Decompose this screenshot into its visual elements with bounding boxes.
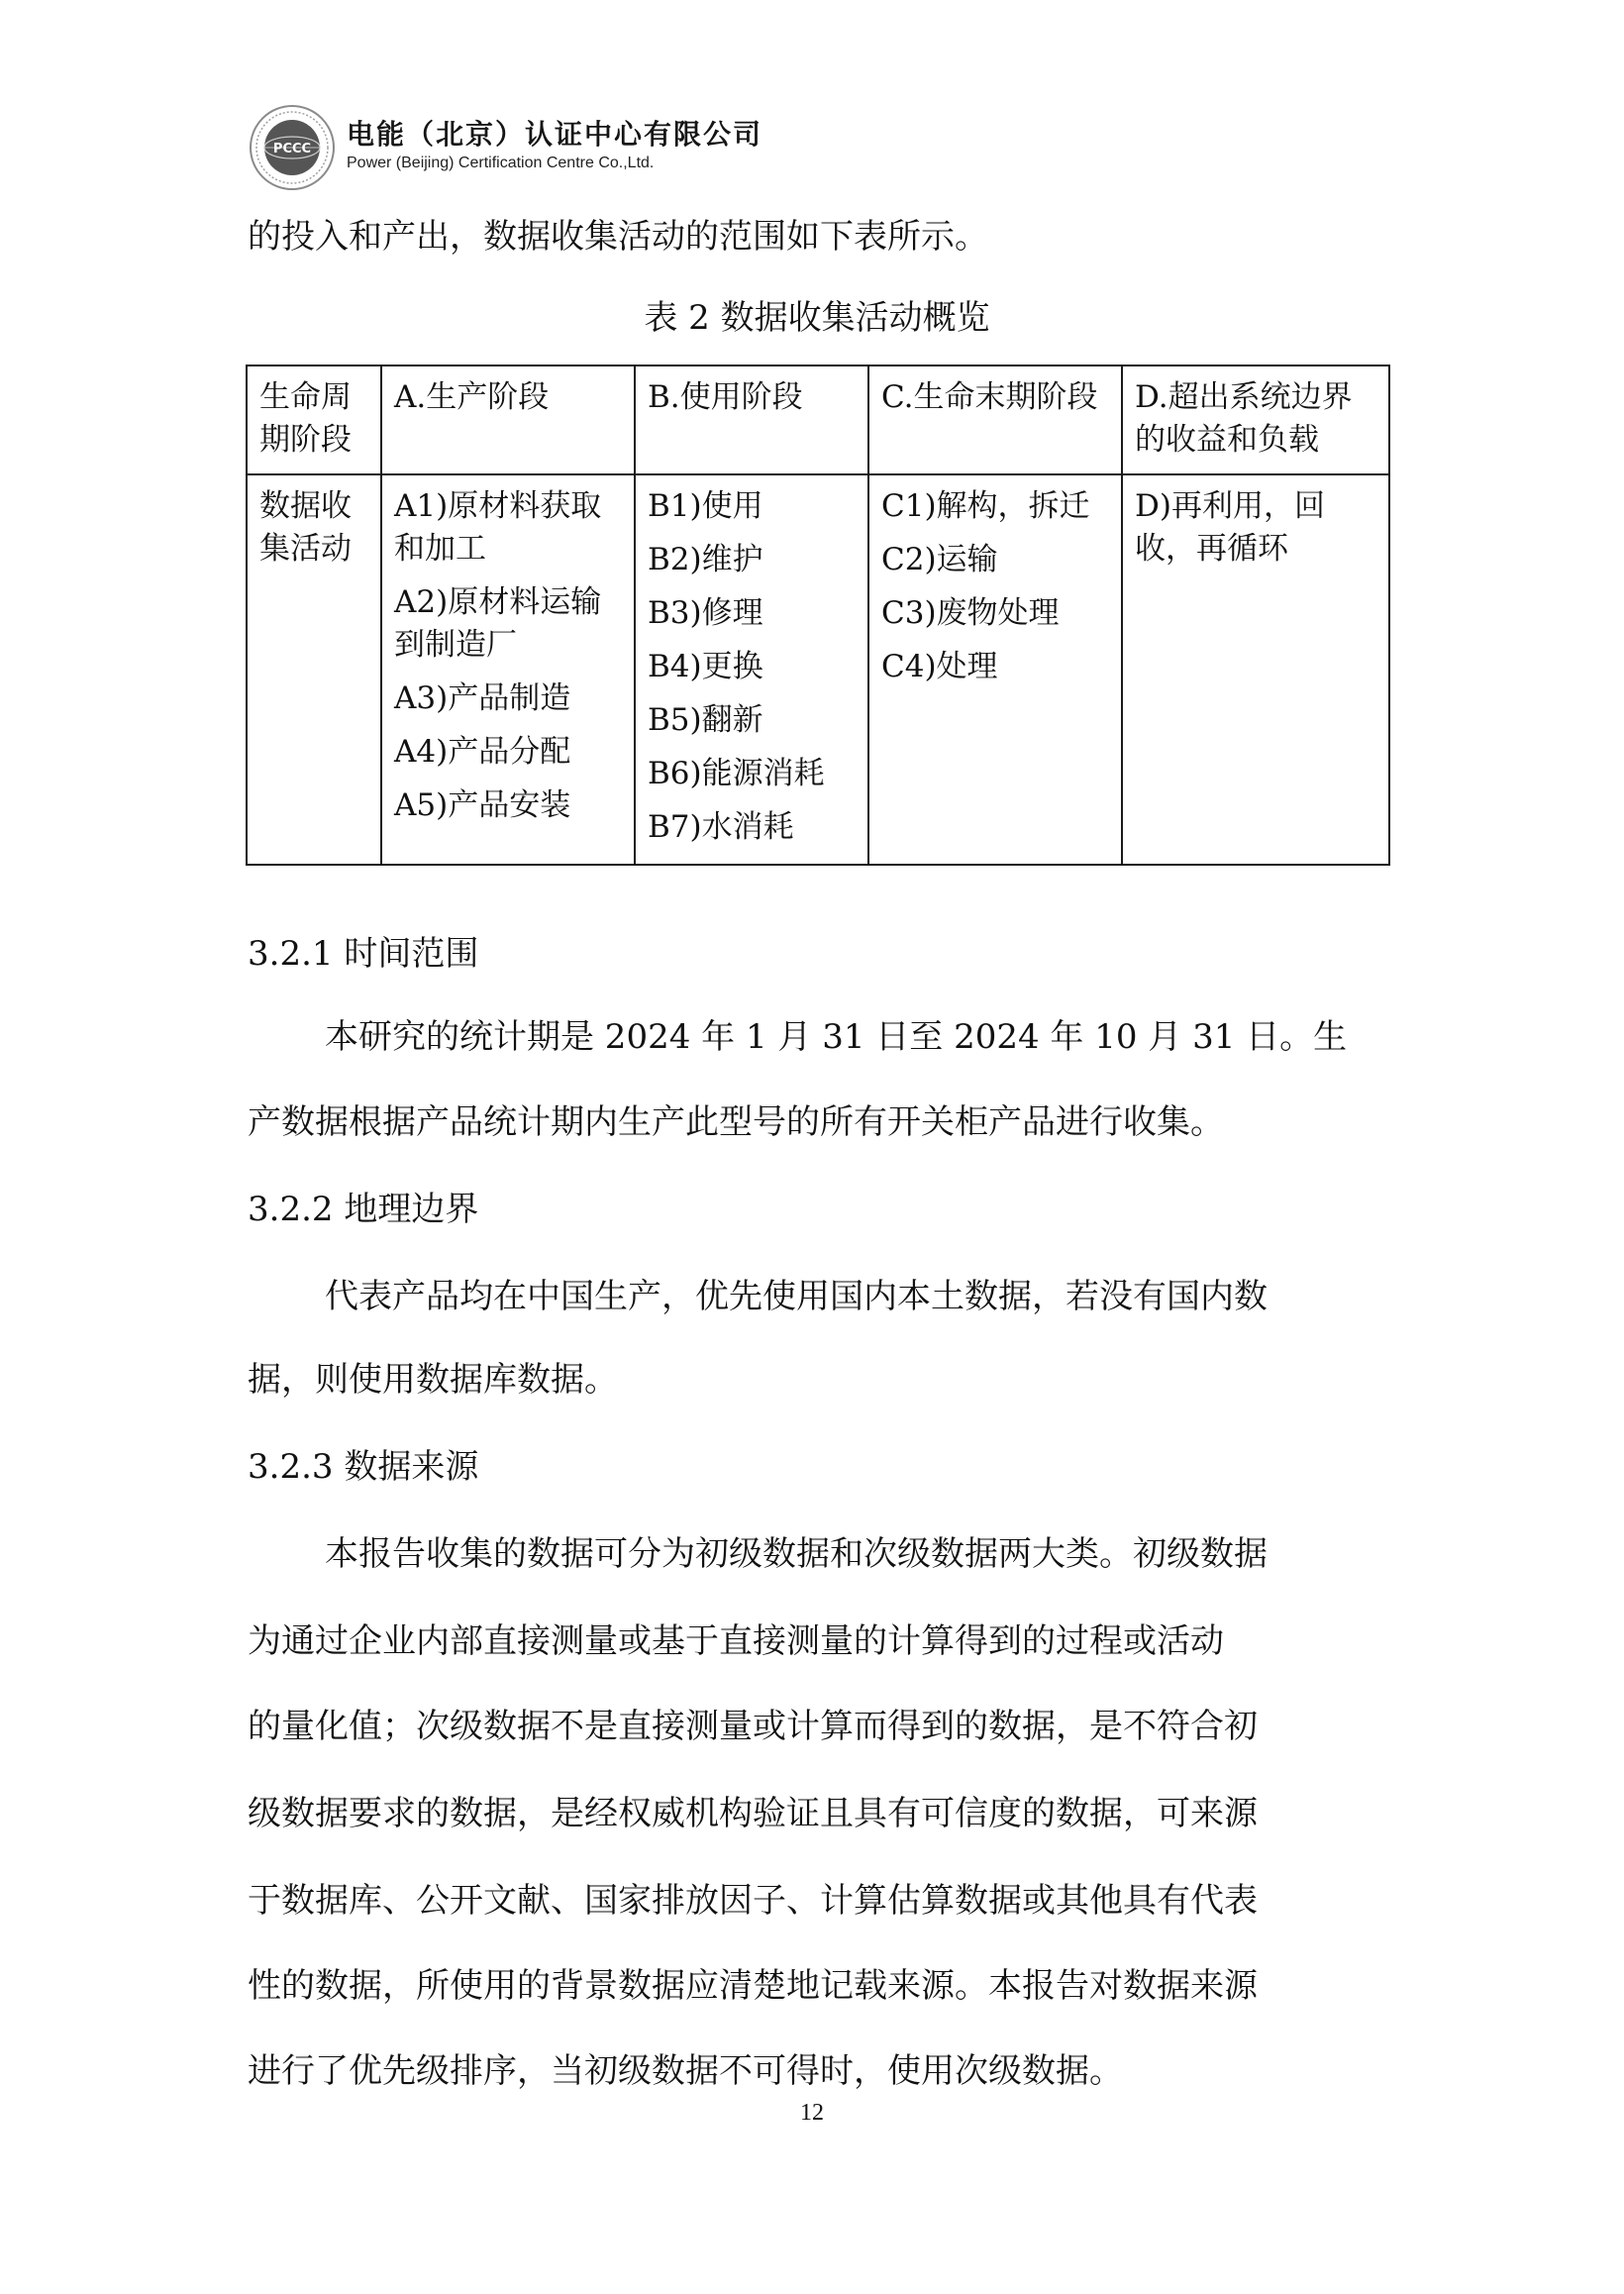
list-item: B2)维护 <box>648 542 763 577</box>
production-stage-cell <box>381 474 635 865</box>
paragraph-line: 代表产品均在中国生产，优先使用国内本土数据，若没有国内数 <box>325 1277 1268 1316</box>
paragraph-line: 为通过企业内部直接测量或基于直接测量的计算得到的过程或活动 <box>248 1621 1224 1661</box>
header-cell-end-of-life: C.生命末期阶段 <box>868 365 1122 474</box>
page-number: 12 <box>800 2100 824 2126</box>
intro-paragraph: 的投入和产出，数据收集活动的范围如下表所示。 <box>248 217 988 257</box>
paragraph-line: 的量化值；次级数据不是直接测量或计算而得到的数据，是不符合初 <box>248 1707 1258 1746</box>
paragraph-line: 于数据库、公开文献、国家排放因子、计算估算数据或其他具有代表 <box>248 1881 1258 1921</box>
list-item: A2)原材料运输到制造厂 <box>394 584 602 663</box>
header-cell-production: A.生产阶段 <box>381 365 635 474</box>
data-collection-table <box>246 365 1390 866</box>
org-name-en: Power (Beijing) Certification Centre Co.,Ltd. <box>347 155 655 171</box>
paragraph-line: 产数据根据产品统计期内生产此型号的所有开关柜产品进行收集。 <box>248 1102 1224 1142</box>
table-row <box>247 474 1389 865</box>
paragraph-line: 本报告收集的数据可分为初级数据和次级数据两大类。初级数据 <box>325 1534 1268 1574</box>
header-cell-beyond-boundary: D.超出系统边界的收益和负载 <box>1122 365 1389 474</box>
list-item: A3)产品制造 <box>394 680 571 716</box>
list-item: C4)处理 <box>881 649 998 684</box>
paragraph-line: 性的数据，所使用的背景数据应清楚地记载来源。本报告对数据来源 <box>248 1966 1258 2006</box>
beyond-boundary-cell <box>1122 474 1389 865</box>
list-item: B6)能源消耗 <box>648 756 825 791</box>
paragraph-line: 级数据要求的数据，是经权威机构验证且具有可信度的数据，可来源 <box>248 1794 1258 1833</box>
page-header <box>248 99 941 198</box>
list-item: D)再利用，回收，再循环 <box>1135 488 1325 567</box>
list-item: B4)更换 <box>648 649 763 684</box>
use-stage-cell <box>635 474 868 865</box>
section-heading-data-source: 3.2.3 数据来源 <box>248 1447 479 1487</box>
paragraph-line: 据，则使用数据库数据。 <box>248 1360 618 1400</box>
section-heading-geographic-boundary: 3.2.2 地理边界 <box>248 1190 479 1229</box>
header-cell-lifecycle: 生命周期阶段 <box>247 365 381 474</box>
section-heading-time-range: 3.2.1 时间范围 <box>248 934 479 974</box>
table-header-row <box>247 365 1389 474</box>
header-cell-use: B.使用阶段 <box>635 365 868 474</box>
list-item: C2)运输 <box>881 542 998 577</box>
paragraph-line: 进行了优先级排序，当初级数据不可得时，使用次级数据。 <box>248 2051 1123 2091</box>
table-caption: 表 2 数据收集活动概览 <box>644 298 990 338</box>
list-item: B7)水消耗 <box>648 809 794 845</box>
paragraph-line: 本研究的统计期是 2024 年 1 月 31 日至 2024 年 10 月 31 日。生 <box>325 1017 1348 1057</box>
org-name-cn: 电能（北京）认证中心有限公司 <box>347 118 763 151</box>
end-of-life-stage-cell <box>868 474 1122 865</box>
row-label-cell: 数据收集活动 <box>247 474 381 865</box>
list-item: B5)翻新 <box>648 702 763 738</box>
list-item: A5)产品安装 <box>394 787 571 823</box>
list-item: C3)废物处理 <box>881 595 1060 631</box>
list-item: A4)产品分配 <box>394 734 571 770</box>
list-item: C1)解构，拆迁 <box>881 488 1090 524</box>
logo-text: PCCC <box>272 142 312 156</box>
pccc-logo-icon <box>248 103 337 192</box>
list-item: A1)原材料获取和加工 <box>394 488 602 567</box>
list-item: B1)使用 <box>648 488 763 524</box>
list-item: B3)修理 <box>648 595 763 631</box>
